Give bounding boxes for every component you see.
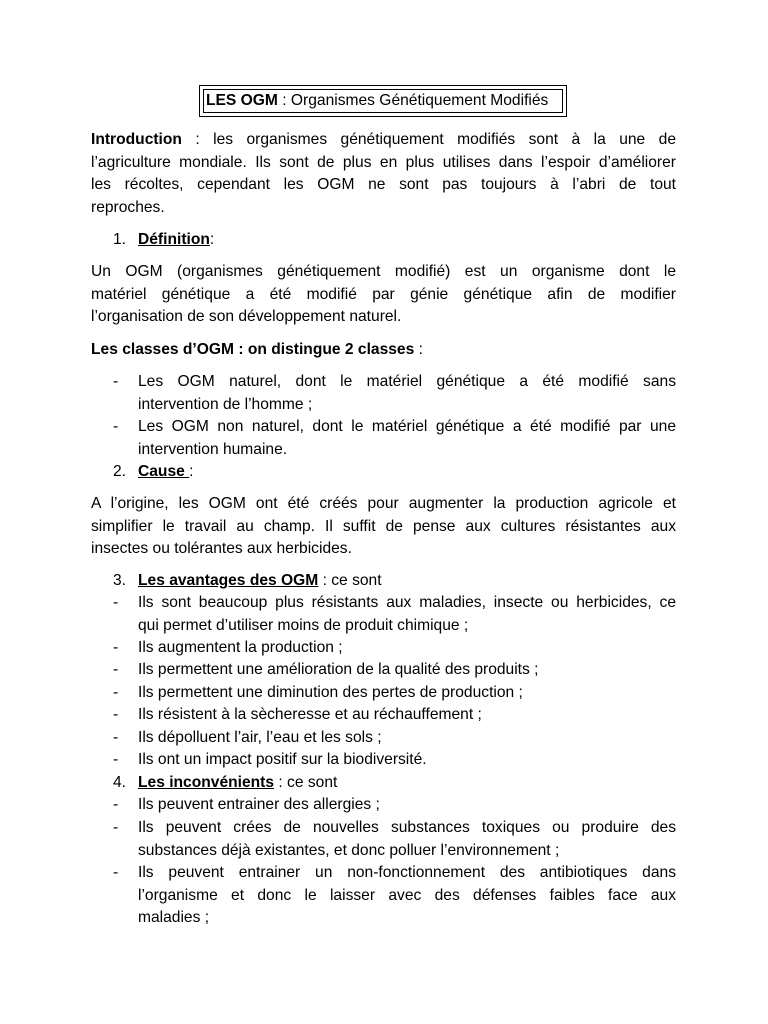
section-3-title: Les avantages des OGM: [138, 572, 319, 589]
document-page: LES OGM : Organismes Génétiquement Modifiés Introduction : les organismes génétiquement modifiés sont à la une de l’agriculture mondiale. Ils sont de plus en plus utilises dans l’espoir d’améliorer les récoltes, cependant les OGM ne sont pas toujours à l’abri de tout reproches. 1. Définition: Un OGM (organismes génétiquement modifié) est un organisme dont le matériel génétique a été modifié par génie génétique afin de modifier l’organisation de son développement naturel. Les classes d’OGM : on distingue 2 classes : - Les OGM naturel, dont le matériel génétique a été modifié sans intervention de l’homme ; - Les OGM non naturel, dont le matériel génétique a été modifié par une intervention humaine. 2. Cause : A l’origine, les OGM ont été créés pour augmenter la production agricole et simplifier le travail au champ. Il suffit de pense aux cultures résistantes aux insectes ou tolérantes aux herbicides. 3. Les avantages des OGM : ce sont - Ils sont beaucoup plus résistants aux maladies, insecte ou herbicides, ce qui permet d’utiliser moins de produit chimique ; - Ils augmentent la production ; - Ils permettent une amélioration de la qualité des produits ; - Ils permettent une diminution des pertes de production ; - Ils résistent à la sècheresse et au réchauffement ; - Ils dépolluent l’air, l’eau et les sols ; - Ils ont un impact positif sur la biodiversité. 4. Les inconvénients : ce sont - Ils peuvent entrainer des allergies ; - Ils peuvent crées de nouvelles substances toxiques ou produire des substances déjà existantes, et donc polluer l’environnement ; - Ils peuvent entrainer un non-fonctionnement des antibiotiques dans l’organisme et donc le laisser avec des défenses faibles face aux maladies ;: [0, 0, 768, 1024]
intro-line-1: Introduction : les organismes génétiquement modifiés sont à la une de: [91, 131, 676, 148]
cause-line-3: insectes ou tolérantes aux herbicides.: [91, 540, 352, 557]
intro-line-2: l’agriculture mondiale. Ils sont de plus en plus utilises dans l’espoir d’améliorer: [91, 153, 676, 171]
intro-label: Introduction: [91, 131, 182, 148]
document-title: [203, 89, 563, 113]
section-1-heading: 1. Définition:: [113, 229, 214, 252]
classes-title: Les classes d’OGM : on distingue 2 classes: [91, 341, 415, 358]
title-bold: LES OGM: [206, 92, 278, 109]
def-line-1: Un OGM (organismes génétiquement modifié) est un organisme dont le: [91, 263, 676, 280]
def-line-2: matériel génétique a été modifié par génie génétique afin de modifier: [91, 285, 676, 303]
cause-line-2: simplifier le travail au champ. Il suffit de pense aux cultures résistantes aux: [91, 517, 676, 535]
section-1-title: Définition: [138, 231, 210, 248]
intro-line-4: reproches.: [91, 198, 165, 216]
section-3-heading: 3. Les avantages des OGM : ce sont: [113, 570, 382, 593]
section-2-title: Cause: [138, 463, 190, 480]
section-1-number: 1.: [113, 231, 127, 248]
intro-paragraph: [91, 129, 676, 219]
section-2-heading: 2. Cause :: [113, 461, 193, 484]
section-3-number: 3.: [113, 572, 127, 589]
def-line-3: l’organisation de son développement naturel.: [91, 308, 402, 325]
section-2-number: 2.: [113, 463, 127, 480]
classes-heading: Les classes d’OGM : on distingue 2 classes :: [91, 341, 423, 358]
title-box: [199, 85, 567, 117]
section-4-heading: 4. Les inconvénients : ce sont: [113, 772, 337, 795]
cause-line-1: A l’origine, les OGM ont été créés pour augmenter la production agricole et: [91, 495, 676, 512]
section-4-number: 4.: [113, 774, 127, 791]
section-4-title: Les inconvénients: [138, 774, 275, 791]
definition-paragraph: [91, 261, 676, 329]
intro-line-3: les récoltes, cependant les OGM ne sont pas toujours à l’abri de tout: [91, 176, 676, 193]
title-rest: : Organismes Génétiquement Modifiés: [277, 92, 549, 109]
cause-paragraph: [91, 493, 676, 561]
